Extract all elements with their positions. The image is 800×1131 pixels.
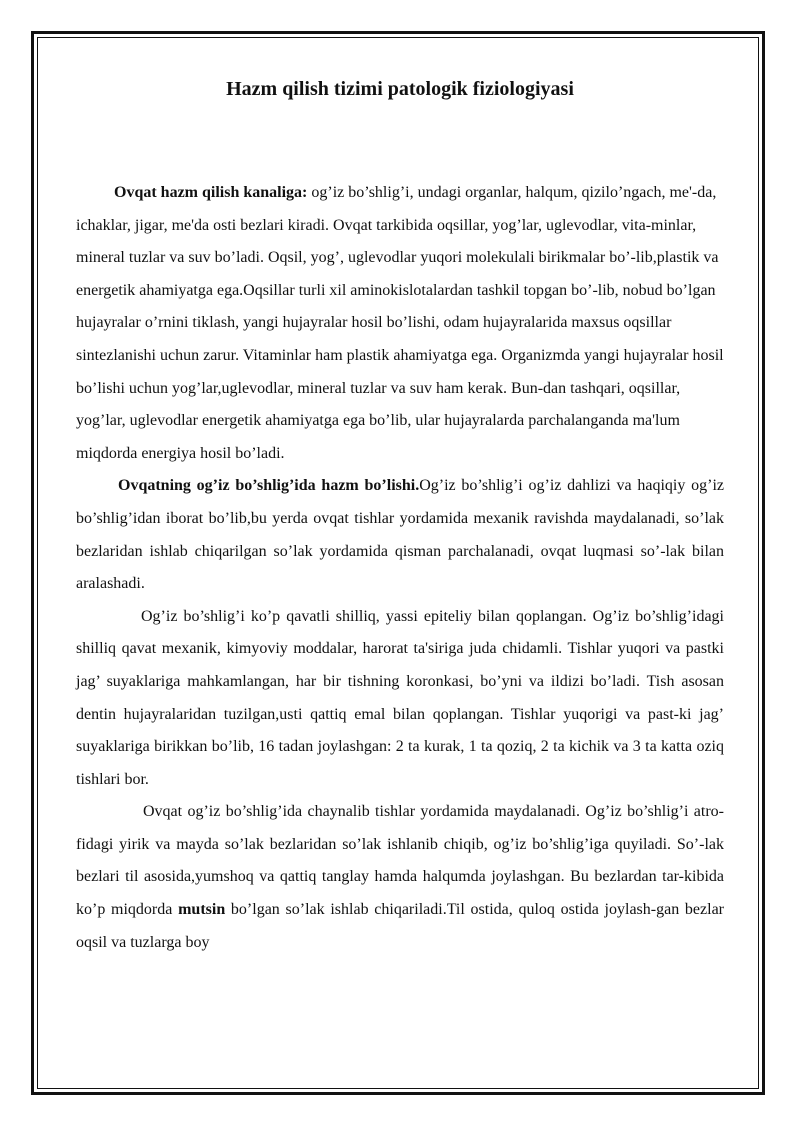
paragraph-text: Og’iz bo’shlig’i ko’p qavatli shilliq, yassi epiteliy bilan qoplangan. Og’iz bo’shlig’idagi shilliq qavat mexanik, kimyoviy moddalar, harorat ta'siriga juda chidamli. Tishlar yuqori va pastki jag’ suyaklariga mahkamlangan, har bir tishning koronkasi, bo’yni va ildizi bo’ladi. Tish asosan dentin hujayralaridan tuzilgan,usti qattiq emal bilan qoplangan. Tishlar yuqorigi va past-ki jag’ suyaklariga birikkan bo’lib, 16 tadan joylashgan: 2 ta kurak, 1 ta qoziq, 2 ta kichik va 3 ta katta oziq tishlari bor.	[76, 607, 724, 788]
paragraph-lead: Ovqatning og’iz bo’shlig’ida hazm bo’lishi.	[118, 477, 420, 495]
document-body	[76, 177, 724, 959]
paragraph-lead: Ovqat hazm qilish kanaliga:	[114, 184, 308, 201]
paragraph-digestive-canal	[76, 177, 724, 470]
paragraph-text: Ovqat og’iz bo’shlig’ida chaynalib tishlar yordamida maydalanadi. Og’iz bo’shlig’i atro-fidagi yirik va mayda so’lak bezlaridan so’lak ishlanib chiqib, og’iz bo’shlig’iga quyiladi. So’-lak bezlari til asosida,yumshoq va qattiq tanglay hamda halqumda joylashgan. Bu bezlardan tar-kibida ko’p miqdorda	[76, 803, 724, 919]
document-title: Hazm qilish tizimi patologik fiziologiyasi	[226, 78, 574, 100]
paragraph-oral-cavity	[76, 601, 724, 797]
paragraph-text: bo’lgan so’lak ishlab chiqariladi.Til ostida, quloq ostida joylash-gan bezlar oqsil va tuzlarga boy	[76, 901, 724, 951]
paragraph-text: Og’iz bo’shlig’i og’iz dahlizi va haqiqiy og’iz bo’shlig’idan iborat bo’lib,bu yerda ovqat tishlar yordamida mexanik ravishda maydalanadi, so’lak bezlaridan ishlab chiqarilgan so’lak yordamida qisman parchalanadi, ovqat luqmasi so’-lak bilan aralashadi.	[76, 477, 724, 593]
paragraph-text: og’iz bo’shlig’i, undagi organlar, halqum, qizilo’ngach, me'-da, ichaklar, jigar, me'da osti bezlari kiradi. Ovqat tarkibida oqsillar, yog’lar, uglevodlar, vita-minlar, mineral tuzlar va suv bo’ladi. Oqsil, yog’, uglevodlar yuqori molekulali birikmalar bo’-lib,plastik va energetik ahamiyatga ega.Oqsillar turli xil aminokislotalardan tashkil topgan bo’-lib, nobud bo’lgan hujayralar o’rnini tiklash, yangi hujayralar hosil bo’lishi, odam hujayralarida maxsus oqsillar sintezlanishi uchun zarur. Vitaminlar ham plastik ahamiyatga ega. Organizmda yangi hujayralar hosil bo’lishi uchun yog’lar,uglevodlar, mineral tuzlar va suv ham kerak. Bun-dan tashqari, oqsillar, yog’lar, uglevodlar energetik ahamiyatga ega bo’lib, ular hujayralarda parchalanganda ma'lum miqdorda energiya hosil bo’ladi.	[76, 184, 724, 462]
bold-term: mutsin	[178, 901, 226, 919]
paragraph-oral-digestion	[76, 470, 724, 600]
paragraph-chewing	[76, 796, 724, 959]
